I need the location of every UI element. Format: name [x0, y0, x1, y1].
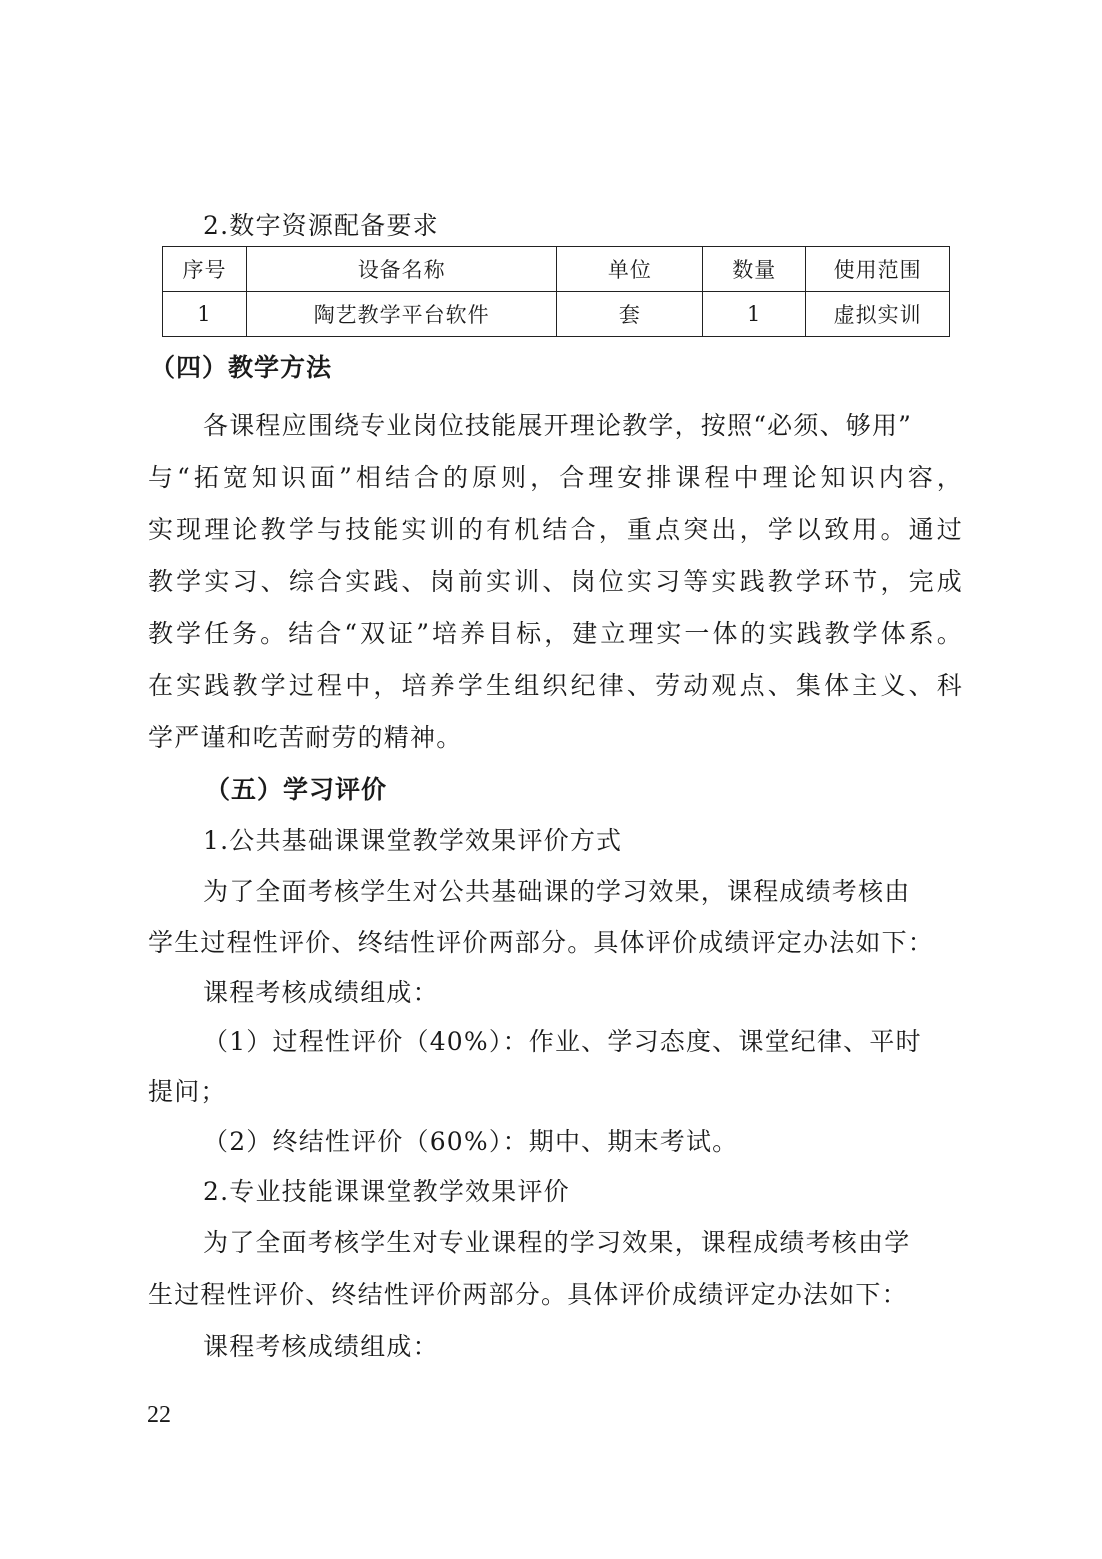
paragraph-line: 生过程性评价、终结性评价两部分。具体评价成绩评定办法如下： [148, 1280, 908, 1309]
paragraph-line: 教学任务。结合“双证”培养目标，建立理实一体的实践教学体系。 [148, 619, 963, 648]
paragraph-line: 为了全面考核学生对专业课程的学习效果，课程成绩考核由学 [203, 1228, 911, 1257]
composition-label: 课程考核成绩组成： [203, 978, 439, 1007]
digital-resources-heading: 2.数字资源配备要求 [203, 211, 439, 240]
paragraph-line: 各课程应围绕专业岗位技能展开理论教学，按照“必须、够用” [203, 411, 913, 440]
composition-label: 课程考核成绩组成： [203, 1332, 439, 1361]
table-header-row [163, 247, 950, 292]
table-header-cell: 序号 [163, 247, 247, 292]
table-row [163, 292, 950, 337]
teaching-methods-heading: （四）教学方法 [150, 353, 333, 382]
equipment-table [162, 246, 950, 337]
paragraph-line: 在实践教学过程中，培养学生组织纪律、劳动观点、集体主义、科 [148, 671, 963, 700]
list-item-continuation: 提问； [148, 1077, 227, 1106]
table-header-cell: 数量 [703, 247, 806, 292]
paragraph-line: 学严谨和吃苦耐劳的精神。 [148, 723, 463, 752]
table-cell: 陶艺教学平台软件 [246, 292, 557, 337]
paragraph-line: 为了全面考核学生对公共基础课的学习效果，课程成绩考核由 [203, 877, 911, 906]
table-cell: 1 [163, 292, 247, 337]
paragraph-line: 学生过程性评价、终结性评价两部分。具体评价成绩评定办法如下： [148, 928, 935, 957]
table-cell: 1 [703, 292, 806, 337]
table-cell: 套 [557, 292, 703, 337]
page-number: 22 [147, 1402, 171, 1428]
paragraph-line: 教学实习、综合实践、岗前实训、岗位实习等实践教学环节，完成 [148, 567, 963, 596]
subsection-heading: 2.专业技能课课堂教学效果评价 [203, 1177, 570, 1206]
table-header-cell: 设备名称 [246, 247, 557, 292]
paragraph-line: 与“拓宽知识面”相结合的原则，合理安排课程中理论知识内容， [148, 463, 963, 492]
table-cell: 虚拟实训 [806, 292, 950, 337]
table-header-cell: 单位 [557, 247, 703, 292]
table-header-cell: 使用范围 [806, 247, 950, 292]
evaluation-heading: （五）学习评价 [205, 775, 388, 804]
subsection-heading: 1.公共基础课课堂教学效果评价方式 [203, 826, 623, 855]
paragraph-line: 实现理论教学与技能实训的有机结合，重点突出，学以致用。通过 [148, 515, 963, 544]
list-item: （2）终结性评价（60%）：期中、期末考试。 [203, 1127, 739, 1156]
list-item: （1）过程性评价（40%）：作业、学习态度、课堂纪律、平时 [203, 1027, 922, 1056]
